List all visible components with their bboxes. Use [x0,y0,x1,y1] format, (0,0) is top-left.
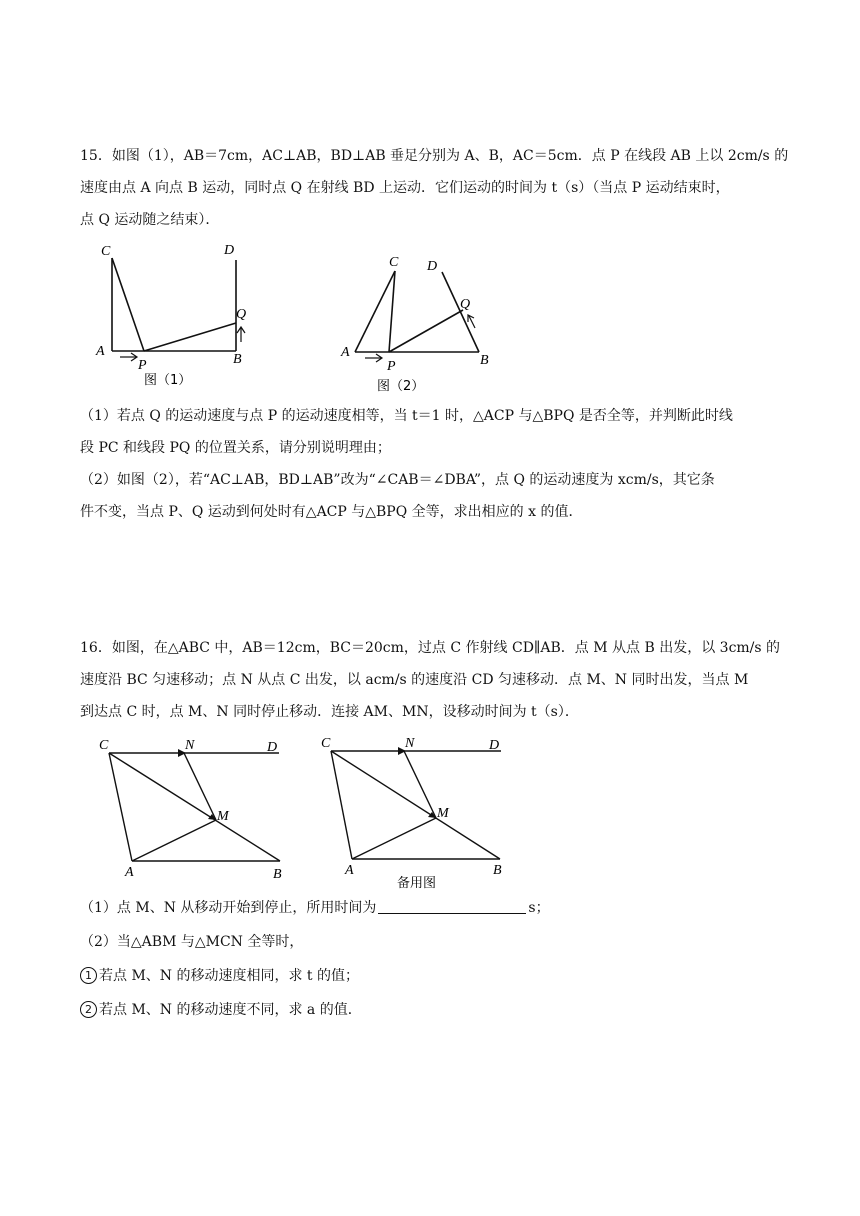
fig2-label-P: P [387,359,396,374]
fig2-label-Q: Q [460,297,471,312]
q16-case2-text: 若点 M、N 的移动速度不同，求 a 的值． [99,1002,362,1018]
fig1-label-P: P [138,358,147,373]
q16-line1: 16．如图，在△ABC 中，AB＝12cm，BC＝20cm，过点 C 作射线 CD∥AB．点 M 从点 B 出发，以 3cm/s 的 [80,640,781,656]
q16-part1-text: （1）点 M、N 从移动开始到停止，所用时间为 [80,900,377,916]
figB-label-N: N [405,736,415,751]
fig1-label-C: C [101,244,111,259]
q16-line3: 到达点 C 时，点 M、N 同时停止移动．连接 AM、MN，设移动时间为 t（s）． [80,704,579,720]
q16-figure-main [95,733,295,883]
fig1-label-A: A [96,344,105,359]
q16-part1 [80,898,550,918]
q15-part1-line1: （1）若点 Q 的运动速度与点 P 的运动速度相等，当 t＝1 时，△ACP 与△BPQ 是否全等，并判断此时线 [80,408,733,424]
fig2-label-B: B [480,353,489,368]
figB-label-D: D [489,738,500,753]
figA-label-D: D [267,740,278,755]
fig1-caption: 图（1） [144,373,192,388]
fig2-label-C: C [389,255,399,270]
q15-line1: 15．如图（1），AB＝7cm，AC⊥AB，BD⊥AB 垂足分别为 A、B，AC＝5cm．点 P 在线段 AB 上以 2cm/s 的 [80,148,789,164]
q15-part1-line2: 段 PC 和线段 PQ 的位置关系，请分别说明理由； [80,440,391,456]
q16-part2: （2）当△ABM 与△MCN 全等时， [80,934,304,950]
figA-label-C: C [99,738,109,753]
figB-label-C: C [321,736,331,751]
fig1-label-B: B [233,352,242,367]
figB-label-B: B [493,863,502,878]
q15-line3: 点 Q 运动随之结束）． [80,212,220,228]
fig1-label-D: D [224,243,235,258]
figA-label-A: A [125,865,134,880]
figB-caption: 备用图 [397,876,437,891]
q16-case1 [80,966,359,986]
q16-figure-backup [315,731,515,891]
figA-label-N: N [185,738,195,753]
q15-part2-line1: （2）如图（2），若“AC⊥AB，BD⊥AB”改为“∠CAB＝∠DBA”，点 Q 的运动速度为 xcm/s，其它条 [80,472,715,488]
answer-blank[interactable] [378,899,526,914]
q16-figure-main-svg [95,733,295,883]
q15-figure-2-svg [335,250,505,395]
q15-figure-1-svg [90,238,260,388]
fig1-label-Q: Q [236,307,247,322]
fig2-label-D: D [427,259,438,274]
q15-part2-line2: 件不变，当点 P、Q 运动到何处时有△ACP 与△BPQ 全等，求出相应的 x 的值． [80,504,583,520]
figB-label-M: M [437,806,449,821]
q16-line2: 速度沿 BC 匀速移动；点 N 从点 C 出发，以 acm/s 的速度沿 CD 匀速移动．点 M、N 同时出发，当点 M [80,672,749,688]
figA-label-M: M [217,809,229,824]
q16-figure-backup-svg [315,731,515,891]
circled-number-2: 2 [80,1001,97,1018]
fig2-caption: 图（2） [377,379,425,394]
q15-figure-2 [335,250,505,395]
q16-case1-text: 若点 M、N 的移动速度相同，求 t 的值； [99,968,360,984]
q15-line2: 速度由点 A 向点 B 运动，同时点 Q 在射线 BD 上运动．它们运动的时间为 t（s）（当点 P 运动结束时， [80,180,730,196]
circled-number-1: 1 [80,967,97,984]
figA-label-B: B [273,867,282,882]
figB-label-A: A [345,863,354,878]
fig2-label-A: A [341,345,350,360]
q15-figure-1 [90,238,260,388]
q16-case2 [80,1000,362,1020]
q16-part1-unit: s； [528,900,550,916]
